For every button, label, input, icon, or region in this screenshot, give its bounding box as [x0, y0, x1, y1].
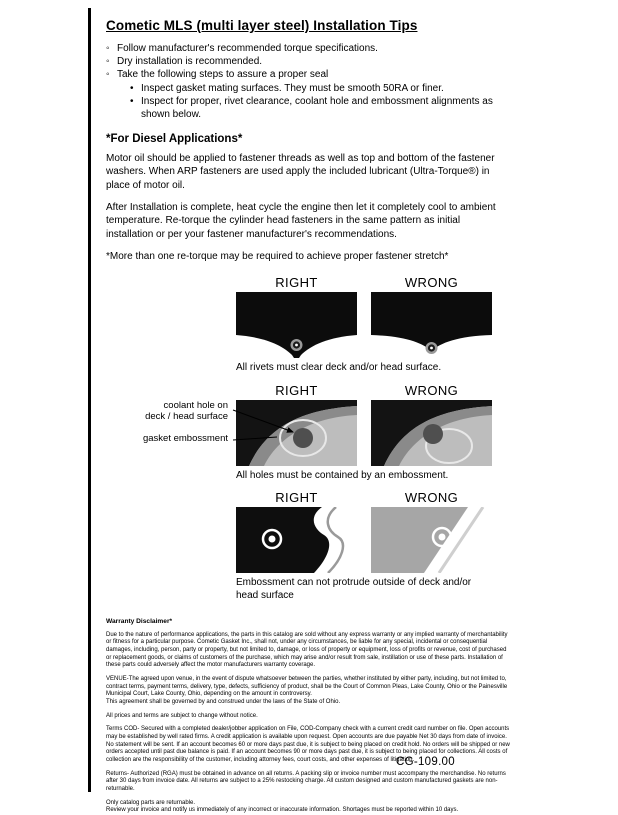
tip-item: [106, 42, 516, 55]
embossment-right-diagram: [236, 400, 357, 466]
figure-labels: [236, 383, 492, 398]
sub-tip-text: Inspect gasket mating surfaces. They must be smooth 50RA or finer.: [141, 82, 444, 94]
right-label: RIGHT: [275, 382, 318, 398]
gasket-embossment-callout: [106, 433, 228, 444]
rivet-wrong-diagram: [371, 292, 492, 358]
protrusion-wrong-diagram: [371, 507, 492, 573]
sub-tip-item: [130, 95, 516, 121]
figure-labels: [236, 275, 492, 290]
wrong-label: WRONG: [404, 275, 459, 291]
right-label: RIGHT: [275, 490, 318, 506]
wrong-label: WRONG: [404, 382, 459, 398]
coolant-hole-callout-line2: deck / head surface: [145, 411, 228, 423]
tip-text: Dry installation is recommended.: [117, 56, 263, 68]
warranty-paragraph: Review your invoice and notify us immediately of any incorrect or inaccurate information. Shortages must be reported within 10 days.: [106, 807, 459, 814]
figure-row-holes: [142, 382, 496, 483]
diesel-paragraph-2: After Installation is complete, heat cycle the engine then let it completely cool to ambient temperature. Re-torque the cylinder head fasteners in the same pattern as initial installation or per your fastener manufacturer's recommendations.: [106, 202, 496, 240]
holes-caption: All holes must be contained by an embossment.: [236, 469, 449, 481]
warranty-paragraph: This agreement shall be governed by and construed under the laws of the State of Ohio.: [106, 699, 341, 706]
protrusion-caption: Embossment can not protrude outside of deck and/or head surface: [236, 577, 472, 601]
tip-item: [106, 55, 516, 68]
figure-row-rivets: [236, 275, 496, 375]
warranty-paragraph: Only catalog parts are returnable.: [106, 799, 196, 806]
page-content: [106, 18, 516, 815]
figures-section: [142, 275, 496, 602]
warranty-paragraph: VENUE-The agreed upon venue, in the event of dispute whatsoever between the parties, whether instituted by either party, including, but not limited to, contract terms, payment terms, delivery, type, defects, sufficiency of product, shall be the Court of Common Pleas, Lake County, Ohio or the Painesville Municipal Court, Lake County, Ohio, depending on the amount in controversy.: [106, 676, 508, 698]
diesel-paragraph-1: Motor oil should be applied to fastener threads as well as top and bottom of the fastener washers. When ARP fasteners are used apply the included lubricant (Ultra-Torque®) in place of motor oil.: [106, 153, 495, 191]
warranty-paragraph: All prices and terms are subject to change without notice.: [106, 712, 258, 719]
warranty-paragraph: Returns- Authorized (RGA) must be obtained in advance on all returns. A packing slip or invoice number must accompany the merchandise. No returns after 30 days from invoice date. All returns are subject to a 25% restocking charge. All custom designed and custom manufactured gaskets are non-returnable.: [106, 770, 506, 793]
diesel-section-heading: *For Diesel Applications*: [106, 133, 243, 146]
page-number: CG-109.00: [396, 756, 455, 768]
page-title: Cometic MLS (multi layer steel) Installation Tips: [106, 18, 418, 33]
figure-labels: [236, 490, 492, 505]
wrong-label: WRONG: [404, 490, 459, 506]
sub-tip-item: [130, 82, 516, 95]
gasket-embossment-callout-text: gasket embossment: [142, 432, 228, 444]
figure-panels: [236, 507, 496, 573]
right-label: RIGHT: [275, 275, 318, 291]
rivets-caption: All rivets must clear deck and/or head surface.: [236, 362, 442, 374]
coolant-hole-callout: [106, 400, 228, 423]
sub-tips-list: [130, 82, 516, 122]
warranty-heading: Warranty Disclaimer*: [106, 618, 173, 626]
embossment-wrong-diagram: [371, 400, 492, 466]
coolant-hole-callout-line1: coolant hole on: [163, 399, 228, 411]
rivet-right-diagram: [236, 292, 357, 358]
figure-panels: [236, 400, 496, 466]
warranty-paragraph: Terms COD- Secured with a completed dealer/jobber application on File, COD-Company check with a current credit card number on file. Open accounts may be established by well rated firms. A credit application is available upon request. Open accounts are due payable Net 30 days from date of invoice. No statement will be sent. If an account becomes 60 or more days past due, it is subject to being placed on credit hold. No orders will be shipped or new orders accepted until past due balance is paid. If an account becomes 90 or more days past due, it is subject to being placed for collections. All costs of collection are the responsibility of the customer, including attorney fees, court costs, and other expenses of litigation.: [106, 726, 510, 764]
tip-text: Take the following steps to assure a proper seal: [117, 69, 329, 81]
tip-text: Follow manufacturer's recommended torque specifications.: [117, 43, 378, 54]
warranty-paragraph: Due to the nature of performance applications, the parts in this catalog are sold without any express warranty or any implied warranty of merchantability or fitness for a particular purpose. Cometic Gasket Inc., shall not, under any circumstances, be liable for any special, incidental or consequential damages, including, person, party or property, but not limited to, damage, or loss of property or equipment, loss of profits or revenue, cost of purchased or replacement goods, or claims of customers of the purchase, which may arise and/or result from sale, instillation or use of these parts. Installation of these parts could adversely affect the motor manufacturers warranty coverage.: [106, 631, 508, 669]
figure-row-protrusion: [236, 490, 496, 602]
warranty-section: [106, 618, 510, 815]
protrusion-right-diagram: [236, 507, 357, 573]
retorque-note: *More than one re-torque may be required to achieve proper fastener stretch*: [106, 250, 449, 262]
tip-item: [106, 68, 516, 121]
left-border-rule: [88, 8, 91, 792]
figure-panels: [236, 292, 496, 358]
sub-tip-text: Inspect for proper, rivet clearance, coolant hole and embossment alignments as shown below.: [141, 95, 493, 120]
tips-list: [106, 42, 516, 121]
